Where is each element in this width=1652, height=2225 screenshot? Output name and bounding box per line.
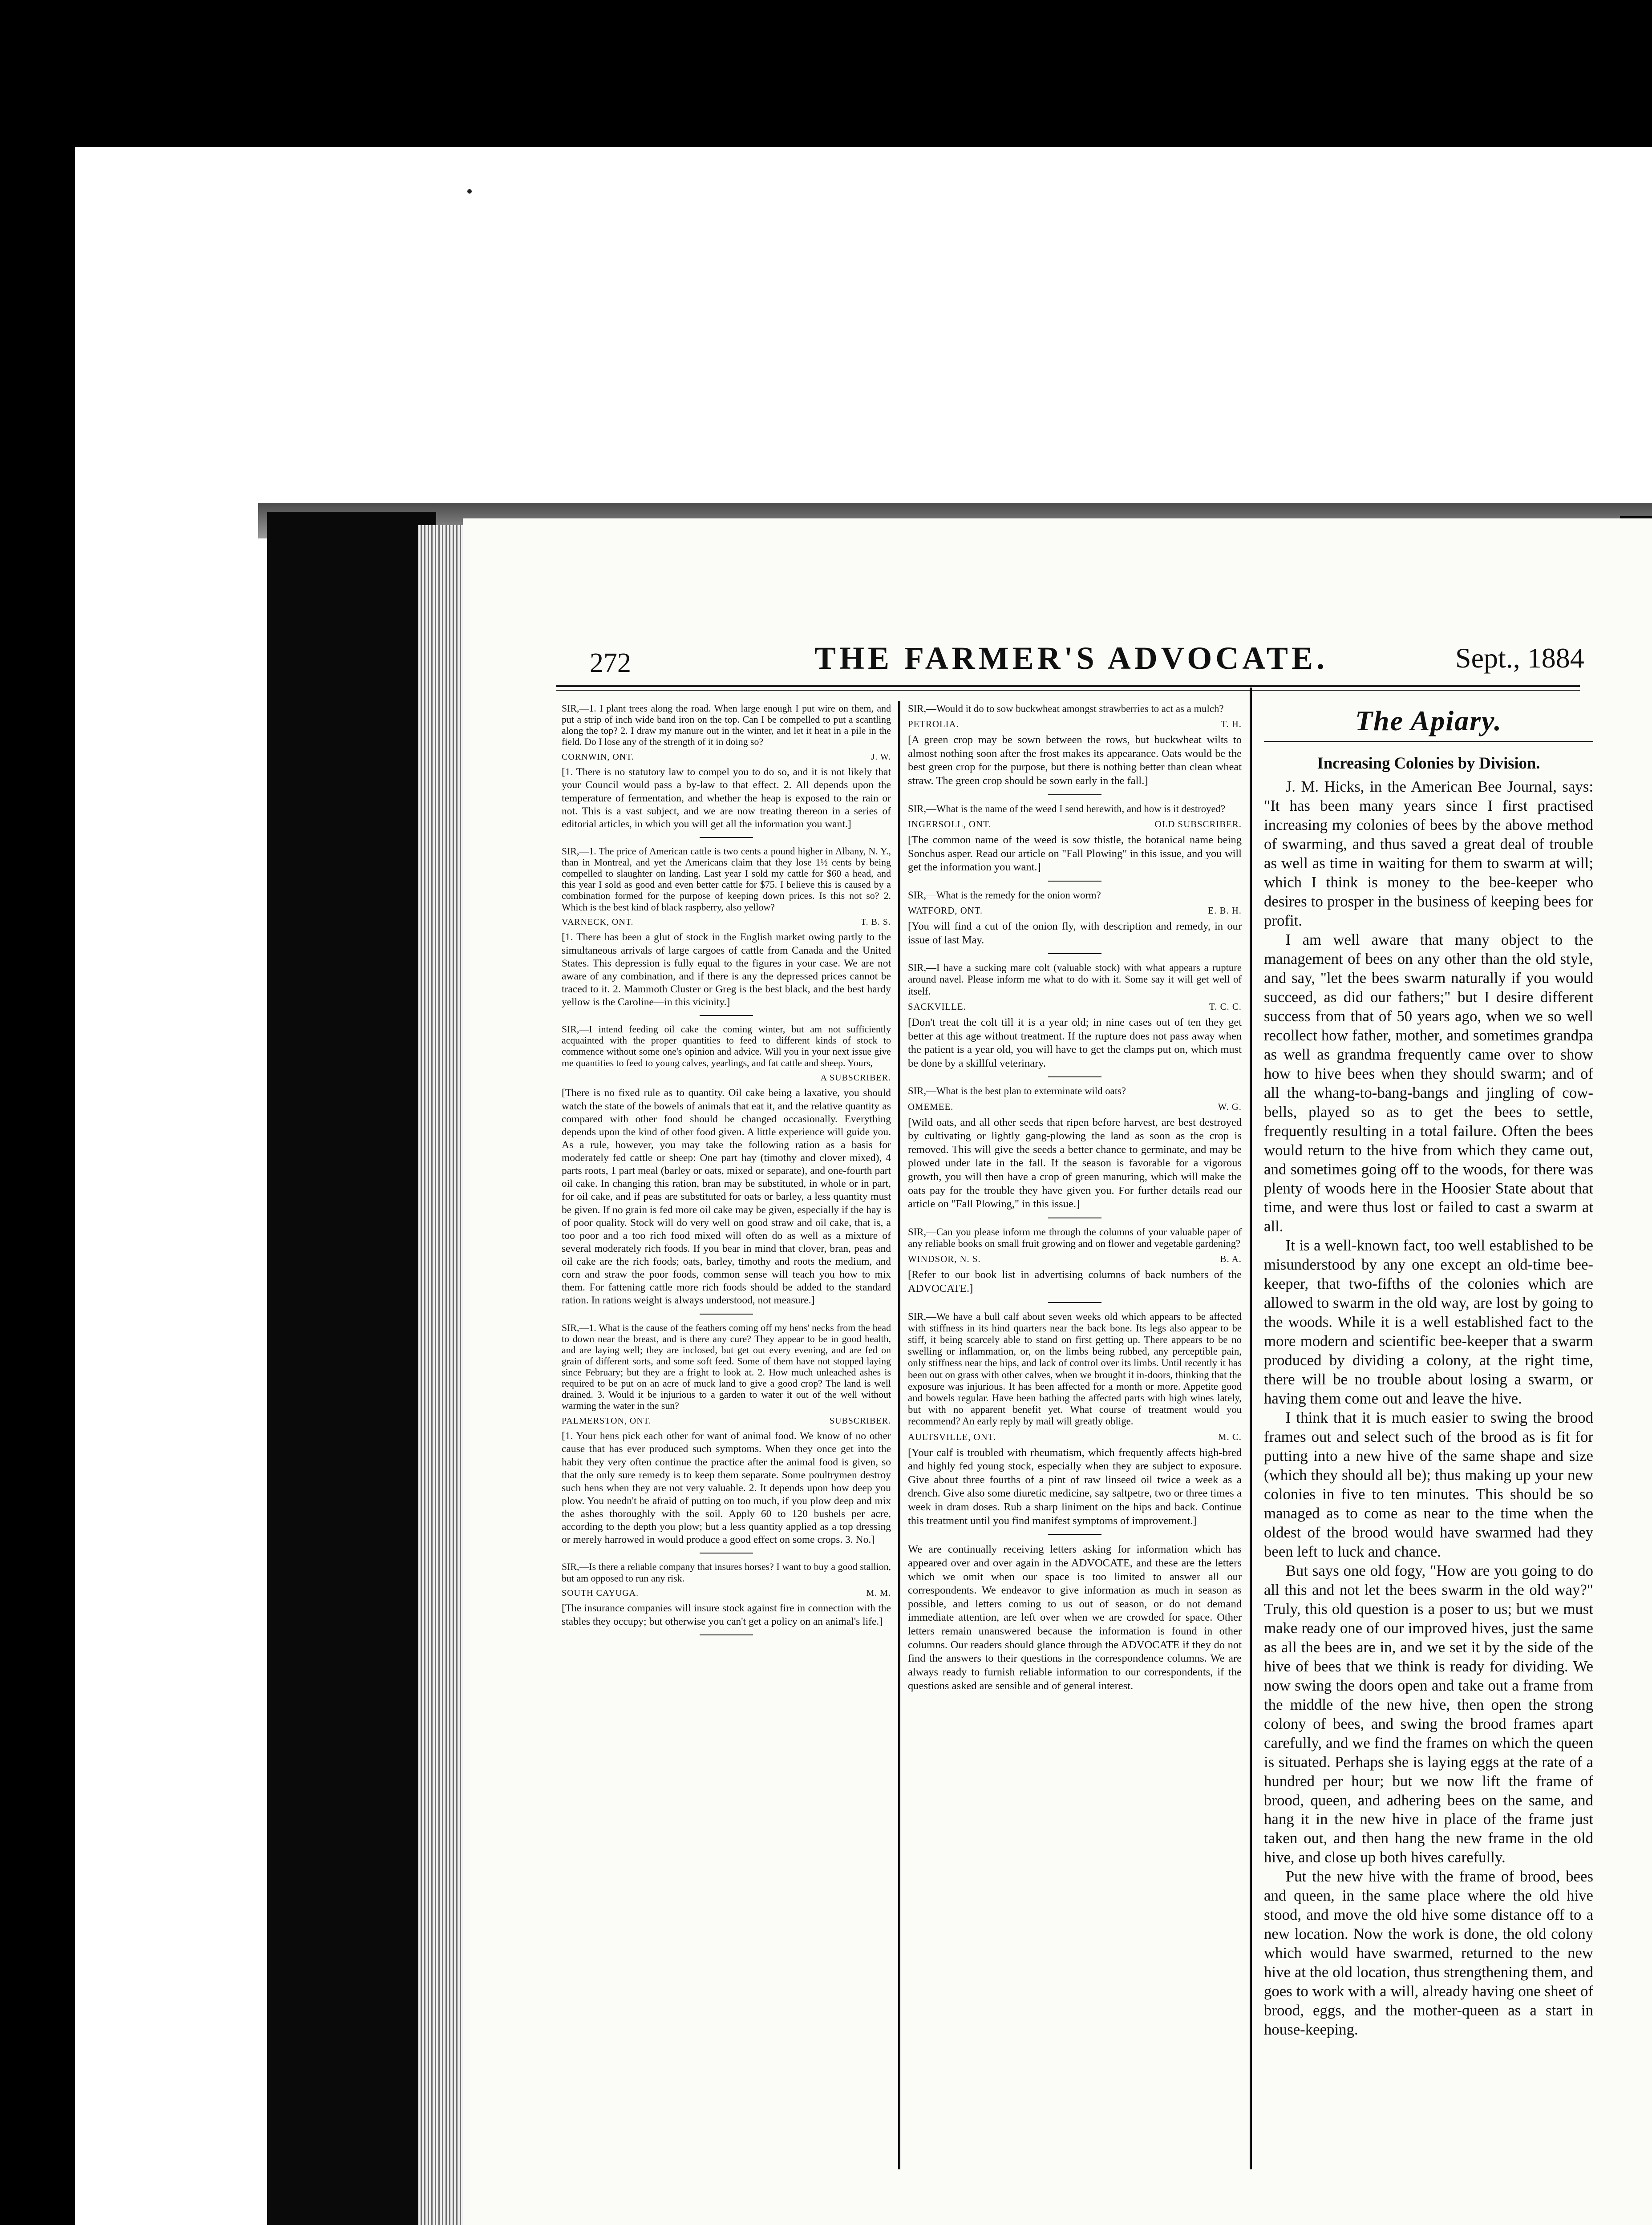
editor-answer: [Refer to our book list in advertising columns of back numbers of the ADVOCATE.] <box>908 1269 1242 1295</box>
column-divider <box>898 701 900 2169</box>
letter-signature <box>562 752 891 763</box>
section-heading: The Apiary. <box>1355 705 1502 736</box>
letter-initials: A SUBSCRIBER. <box>820 1072 891 1083</box>
article-paragraph: J. M. Hicks, in the American Bee Journal, says: "It has been many years since I first practised increasing my colonies of bees by the above method of swarming, and thus saved a great deal of trouble as well as time in waiting for them to swarm at will; which I think is money to the bee-keeper who desires to prosper in the business of keeping bees for profit. <box>1264 778 1593 929</box>
letter-place: WINDSOR, N. S. <box>908 1254 981 1265</box>
editor-answer: [1. There is no statutory law to compel you to do so, and it is not likely that your Council would pass a by-law to that effect. 2. All depends upon the temperature of fermentation, and whether the heap is exposed to the rain or not. This is a vast subject, and we are now treating thereon in a series of editorial articles, in which you will get all the information you want.] <box>562 766 891 830</box>
column-correspondence-middle <box>908 703 1242 2180</box>
separator-rule <box>700 1015 753 1016</box>
reader-letter: SIR,—1. I plant trees along the road. When large enough I put wire on them, and put a strip of inch wide band iron on the top. Can I be compelled to put a scantling along the top? 2. I draw my manure out in the winter, and let it heat in a pile in the field. Do I lose any of the strength of it in doing so? <box>562 703 891 748</box>
letter-initials: T. H. <box>1221 719 1242 730</box>
reader-letter: SIR,—Would it do to sow buckwheat amongst strawberries to act as a mulch? <box>908 703 1224 714</box>
column-correspondence-left <box>562 703 891 2154</box>
article-paragraph: But says one old fogy, "How are you going to do all this and not let the bees swarm in the old way?" Truly, this old question is a poser to us; but we must make ready one of our improved hives, just the same as all the bees are in, and we set it by the side of the hive of bees that we think is ready for dividing. We now swing the doors open and take out a frame from the middle of the new hive, then open the strong colony of bees, and swing the brood frames apart carefully, and we find the frames on which the queen is situated. Perhaps she is laying eggs at the rate of a hundred per hour; but we now lift the frame of brood, queen, and adhering bees on the same, and hang it in the new hive in place of the frame just taken out, and then hang the new frame in the old hive, and close up both hives carefully. <box>1264 1562 1593 1866</box>
separator-rule <box>700 837 753 838</box>
article-paragraph: Put the new hive with the frame of brood, bees and queen, in the same place where the old hive stood, and move the old hive some distance off to a new location. Now the work is done, the old colony which would have swarmed, returned to the new hive at the old location, thus strengthening them, and goes to work with a will, already having one sheet of brood, eggs, and the mother-queen as a start in house-keeping. <box>1264 1868 1593 2039</box>
editor-answer: [You will find a cut of the onion fly, with description and remedy, in our issue of last May. <box>908 920 1242 946</box>
reader-letter: SIR,—What is the name of the weed I send herewith, and how is it destroyed? <box>908 803 1226 814</box>
issue-date: Sept., 1884 <box>1455 642 1584 674</box>
letter-place: PETROLIA. <box>908 719 959 730</box>
separator-rule <box>700 1314 753 1315</box>
letter-initials: M. M. <box>866 1588 891 1598</box>
letter-place: SACKVILLE. <box>908 1001 966 1012</box>
reader-letter: SIR,—What is the best plan to exterminate wild oats? <box>908 1085 1126 1097</box>
letter-place: AULTSVILLE, ONT. <box>908 1431 996 1442</box>
letter-signature <box>562 1588 891 1599</box>
reader-letter: SIR,—We have a bull calf about seven weeks old which appears to be affected with stiffness in its hind quarters near the back bone. Its legs also appear to be stiff, it being scarcely able to stand on first getting up. There appears to be no swelling or inflammation, or, on the limbs being rubbed, any perceptible pain, only stiffness near the hips, and lack of control over its limbs. Until recently it has been out on grass with other calves, when we brought it in-doors, thinking that the exposure was injurious. It has been affected for a month or more. Appetite good and bowels regular. Have been bathing the affected parts with high wines lately, but with no apparent benefit yet. What course of treatment would you recommend? An early reply by mail will greatly oblige. <box>908 1311 1242 1427</box>
editor-answer: [1. Your hens pick each other for want of animal food. We know of no other cause that has ever produced such symptoms. When they once get into the habit they very often continue the practice after the animal food is given, so that the only sure remedy is to keep them separate. Some poultrymen destroy such hens when they are not very valuable. 2. It depends upon how deep you plow. You needn't be afraid of putting on too much, if you plow deep and mix the ashes thoroughly with the soil. Apply 60 to 120 bushels per acre, according to the depth you plow; but a less quantity applied as a top dressing or merely harrowed in would produce a good effect on some crops. 3. No.] <box>562 1430 891 1546</box>
section-rule <box>1264 741 1593 742</box>
letter-place: VARNECK, ONT. <box>562 917 634 927</box>
reader-letter: SIR,—1. The price of American cattle is two cents a pound higher in Albany, N. Y., than in Montreal, and yet the Americans claim that they lose 1½ cents by being compelled to slaughter on landing. Last year I sold my cattle for $60 a head, and this year I sold as good and even better cattle for $75. I believe this is caused by a combination formed for the purpose of keeping down prices. Is this not so? 2. Which is the best kind of black raspberry, also yellow? <box>562 846 891 913</box>
separator-rule <box>1048 1076 1101 1077</box>
editor-answer: [The insurance companies will insure stock against fire in connection with the stables they occupy; but otherwise you can't get a policy on an animal's life.] <box>562 1602 891 1627</box>
letter-signature <box>562 1416 891 1427</box>
letter-signature <box>908 1253 1242 1265</box>
column-apiary <box>1264 703 1593 2176</box>
letter-place: CORNWIN, ONT. <box>562 752 634 762</box>
article-body <box>1264 777 1593 2039</box>
editor-answer: [Your calf is troubled with rheumatism, which frequently affects high-bred and highly fed young stock, especially when they are subject to exposure. Give about three fourths of a pint of raw linseed oil twice a week as a drench. Give also some diuretic medicine, say saltpetre, two or three times a week in dram doses. Rub a sharp liniment on the hips and back. Continue this treatment until you find manifest symptoms of improvement.] <box>908 1446 1242 1527</box>
letter-place: INGERSOLL, ONT. <box>908 818 992 829</box>
article-title: Increasing Colonies by Division. <box>1317 754 1540 773</box>
header-rule <box>556 685 1580 691</box>
scan-speck <box>467 189 472 194</box>
letter-initials: T. B. S. <box>860 917 891 927</box>
page-number: 272 <box>590 648 631 678</box>
book-spine <box>267 512 436 2225</box>
editor-answer: [Don't treat the colt till it is a year old; in nine cases out of ten they get better at this age without treatment. If the rupture does not pass away when the patient is a year old, you will have to get the clamps put on, which must be done by a skillful veterinary. <box>908 1016 1242 1069</box>
separator-rule <box>1048 953 1101 954</box>
letter-initials: SUBSCRIBER. <box>829 1416 891 1426</box>
letter-signature <box>908 905 1242 916</box>
letter-signature <box>908 1431 1242 1443</box>
separator-rule <box>1048 1534 1101 1535</box>
letter-place: PALMERSTON, ONT. <box>562 1416 652 1426</box>
letter-signature <box>908 1101 1242 1112</box>
reader-letter: SIR,—I intend feeding oil cake the coming winter, but am not sufficiently acquainted with the proper quantities to feed to different kinds of stock to commence without some one's opinion and advice. Will you in your next issue give me quantities to feed to young calves, yearlings, and fat cattle and sheep. Yours, <box>562 1024 891 1068</box>
letter-place: SOUTH CAYUGA. <box>562 1588 639 1598</box>
reader-letter: SIR,—Is there a reliable company that insures horses? I want to buy a good stallion, but am opposed to run any risk. <box>562 1562 891 1584</box>
letter-signature <box>908 718 1242 730</box>
editor-answer: [1. There has been a glut of stock in the English market owing partly to the simultaneous arrivals of large cargoes of cattle from Canada and the United States. This depression is fully equal to the figures in your case. We are not aware of any combination, and if there is any the depressed prices cannot be traced to it. 2. Mammoth Cluster or Greg is the best black, and the best hardy yellow is the Caroline—in this vicinity.] <box>562 931 891 1008</box>
letter-initials: W. G. <box>1218 1101 1242 1112</box>
letter-initials: OLD SUBSCRIBER. <box>1154 818 1242 829</box>
reader-letter: SIR,—I have a sucking mare colt (valuable stock) with what appears a rupture around navel. Please inform me what to do with it. Some say it will get well of itself. <box>908 962 1242 997</box>
reader-letter: SIR,—Can you please inform me through the columns of your valuable paper of any reliable books on small fruit growing and on flower and vegetable gardening? <box>908 1226 1242 1250</box>
separator-rule <box>1048 794 1101 795</box>
column-divider <box>1250 688 1252 2169</box>
letter-initials: E. B. H. <box>1208 905 1242 916</box>
letter-initials: T. C. C. <box>1209 1001 1242 1012</box>
editor-answer: [There is no fixed rule as to quantity. Oil cake being a laxative, you should watch the state of the bowels of animals that eat it, and the relative quantity as compared with other food should be changed occasionally. Everything depends upon the kind of other food given. A little experience will guide you. As a rule, however, you may take the following ration as a basis for moderately fed cattle or sheep: One part hay (timothy and clover mixed), 4 parts roots, 1 part meal (barley or oats, mixed or separate), and one-fourth part oil cake. In changing this ration, bran may be substituted, in whole or in part, for oil cake, and if peas are substituted for oats or barley, a less quantity must be given. If no grain is fed more oil cake may be given, especially if the hay is of poor quality. Stock will do very well on good straw and oil cake, that is, a too poor and a too rich food mixed will often do as well as a mixture of several moderately rich foods. If you bear in mind that clover, bran, peas and oil cake are the rich foods; oats, barley, timothy and roots the medium, and corn and straw the poor foods, common sense will teach you how to mix them. For fattening cattle more rich foods should be added to the standard ration. In rations weight is always understood, not measure.] <box>562 1087 891 1307</box>
letter-initials: J. W. <box>871 752 891 762</box>
editor-answer: [Wild oats, and all other seeds that ripen before harvest, are best destroyed by cultivating or lightly gang-plowing the land as soon as the crop is removed. This will give the seeds a better chance to germinate, and may be plowed under late in the fall. If the season is favorable for a vigorous growth, you will then have a crop of green manuring, which will make the oats pay for the trouble they have given you. For further details read our article on "Fall Plowing," in this issue.] <box>908 1116 1242 1210</box>
page-edges <box>418 525 467 2225</box>
article-paragraph: I think that it is much easier to swing the brood frames out and select such of the brood as is fit for putting into a new hive of the same shape and size (which they should all be); thus making up your new colonies in five to ten minutes. This should be so managed as to come as near to the time when the oldest of the brood would have swarmed had they been left to luck and chance. <box>1264 1409 1593 1560</box>
reader-letter: SIR,—1. What is the cause of the feathers coming off my hens' necks from the head to down near the breast, and is there any cure? They appear to be in good health, and are laying well; they are inclosed, but get out every evening, and are fed on grain of different sorts, and some soft feed. Some of them have not stopped laying since February; but they are a fright to look at. 2. How much unleached ashes is required to be put on an acre of muck land to give a good crop? The land is well drained. 3. Would it be injurious to a garden to water it out of the well without warming the water in the sun? <box>562 1322 891 1412</box>
letter-signature <box>908 818 1242 830</box>
editor-answer: [A green crop may be sown between the rows, but buckwheat wilts to almost nothing soon after the frost makes its appearance. Oats would be the best green crop for the purpose, but there is nothing better than clean wheat straw. The green crop should be sown early in the fall.] <box>908 734 1242 787</box>
separator-rule <box>1048 881 1101 882</box>
article-paragraph: It is a well-known fact, too well established to be misunderstood by any one except an old-time bee-keeper, that two-fifths of the colonies which are allowed to swarm in the old way, are lost by going to the woods. While it is a well established fact to the more modern and scientific bee-keeper that a swarm produced by dividing a colony, at the right time, there will be no trouble about losing a swarm, or having them come out and leave the hive. <box>1264 1237 1593 1408</box>
letter-signature <box>562 1072 891 1084</box>
reader-letter: SIR,—What is the remedy for the onion worm? <box>908 889 1101 901</box>
letter-place: WATFORD, ONT. <box>908 905 983 916</box>
editor-answer: [The common name of the weed is sow thistle, the botanical name being Sonchus asper. Read our article on "Fall Plowing" in this issue, and you will get the information you want.] <box>908 833 1242 874</box>
editorial-notice: We are continually receiving letters asking for information which has appeared over and over again in the ADVOCATE, and these are the letters which we omit when our space is too limited to answer all our correspondents. We endeavor to give information as much in season as possible, and letters coming to us out of season, or do not demand immediate attention, are left over when we are crowded for space. Other letters remain unanswered because the information is found in other columns. Our readers should glance through the ADVOCATE if they do not find the answers to their questions in the correspondence columns. We are always ready to furnish reliable information to our correspondents, if the questions asked are sensible and of general interest. <box>908 1543 1242 1692</box>
separator-rule <box>1048 1302 1101 1303</box>
letter-initials: B. A. <box>1220 1254 1242 1265</box>
letter-place: OMEMEE. <box>908 1101 954 1112</box>
letter-initials: M. C. <box>1218 1431 1242 1442</box>
article-paragraph: I am well aware that many object to the management of bees on any other than the old style, and say, "let the bees swarm naturally if you would succeed, as did our fathers;" but I desire different success from that of 50 years ago, when we so well recollect how father, mother, and sometimes grandpa as well as grandma frequently came over to show how to hive bees when they should swarm; and of all the whang-to-bang-bangs and jingling of cow-bells, played so as to get the bees to settle, frequently resulting in a total failure. Often the bees would return to the hive from which they came out, and sometimes going off to the woods, for there was plenty of woods here in the Hoosier State about that time, and were thus lost or failed to cast a swarm at all. <box>1264 930 1593 1235</box>
journal-title: THE FARMER'S ADVOCATE. <box>814 640 1328 676</box>
letter-signature <box>908 1001 1242 1012</box>
letter-signature <box>562 917 891 928</box>
separator-rule <box>700 1634 753 1635</box>
